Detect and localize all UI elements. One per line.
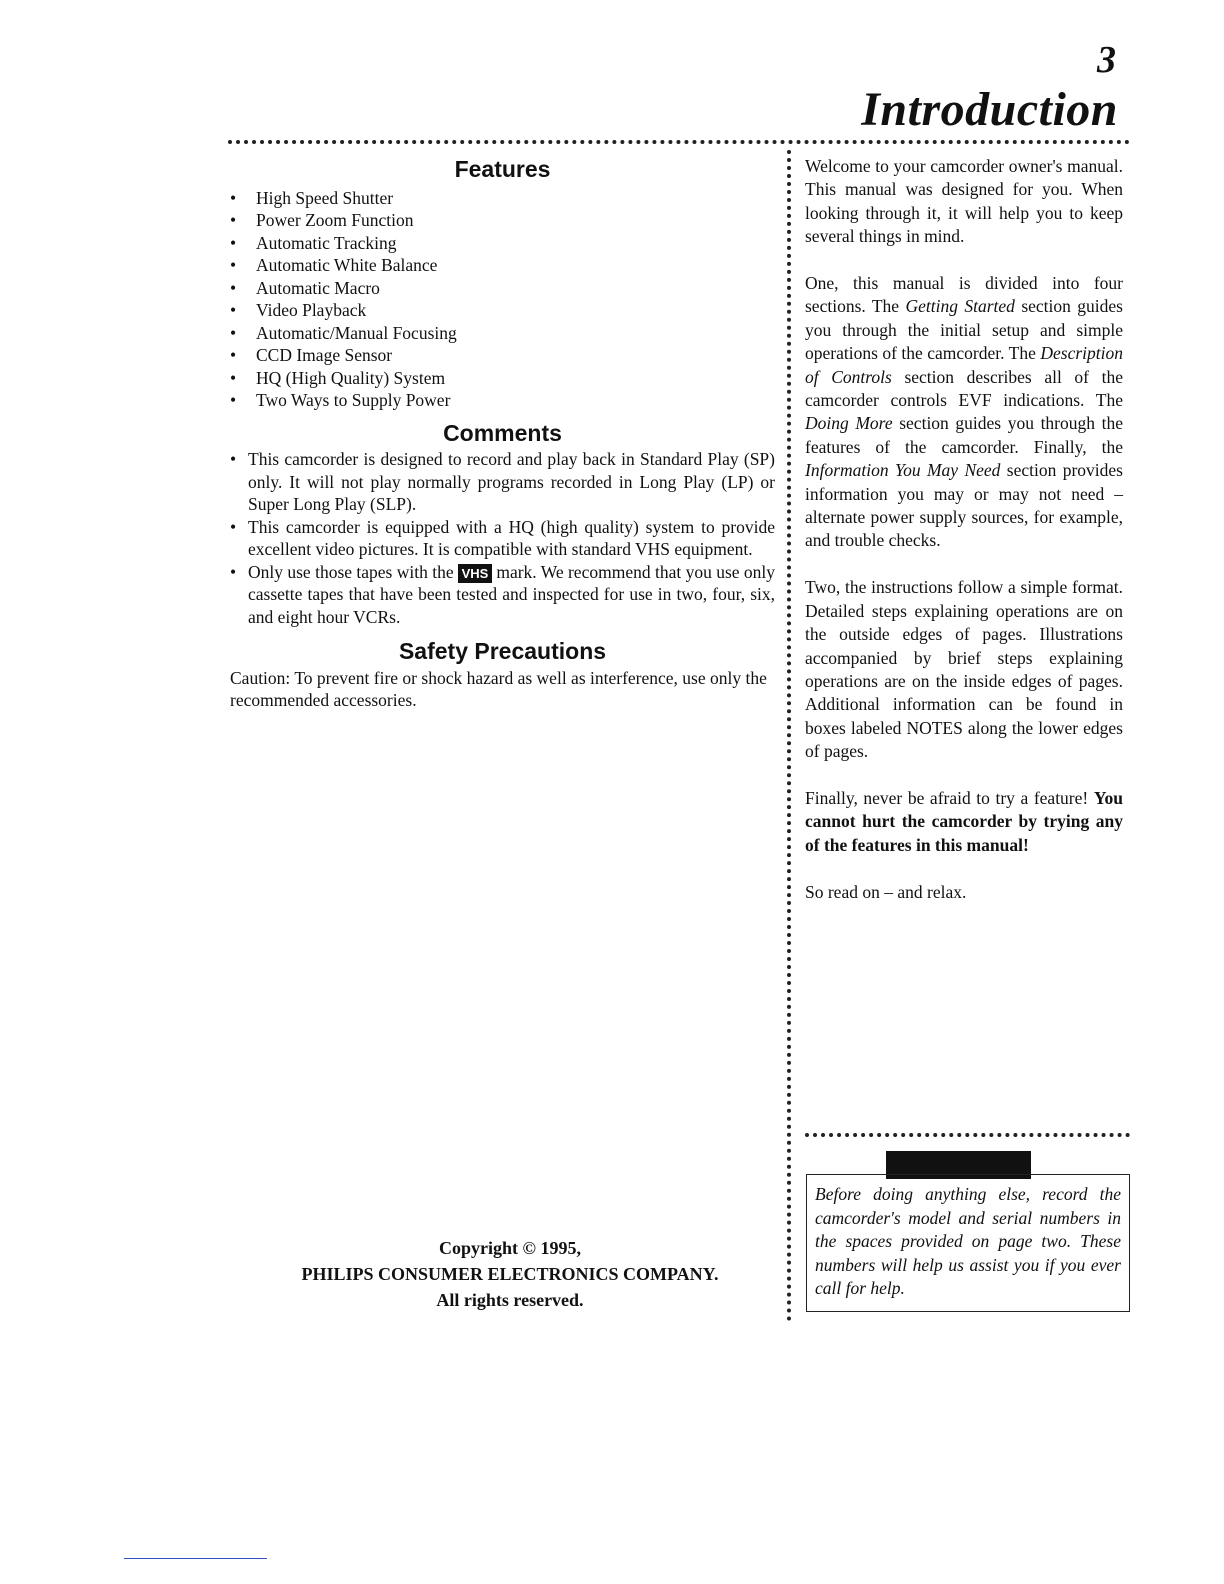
note-dotted-divider <box>805 1133 1130 1137</box>
comment-text: mark. We recommend that you use only cassette tapes that have been tested and inspected for use in two, four, six, and eight hour VCRs. <box>248 561 776 627</box>
intro-paragraph <box>805 787 1123 857</box>
emphasis-text: You cannot hurt the camcorder by trying any of the features in this manual! <box>805 787 1123 855</box>
features-list <box>230 187 775 412</box>
feature-item: • Automatic Tracking <box>230 232 775 255</box>
feature-item: • HQ (High Quality) System <box>230 367 775 390</box>
vhs-logo: VHS <box>458 564 493 583</box>
feature-item: • Automatic White Balance <box>230 254 775 277</box>
text-span: section guides you through the features of the camcorder. Finally, the <box>805 413 1123 457</box>
feature-item: • Two Ways to Supply Power <box>230 389 775 412</box>
note-box: Before doing anything else, record the camcorder's model and serial numbers in the spaces provided on page two. These numbers will help us assist you if you ever call for help. <box>806 1174 1130 1312</box>
feature-item: • Power Zoom Function <box>230 209 775 232</box>
top-dotted-divider <box>228 140 1130 144</box>
intro-paragraph: Welcome to your camcorder owner's manual. This manual was designed for you. When looking through it, it will help you to keep several things in mind. <box>805 156 1123 247</box>
section-name: Doing More <box>805 413 893 434</box>
text-span: One, this manual is divided into four sections. The <box>805 273 1123 317</box>
intro-paragraph <box>805 272 1123 553</box>
bottom-underline <box>124 1558 267 1559</box>
page-title: Introduction <box>861 83 1118 136</box>
text-span: Finally, never be afraid to try a feature! <box>805 787 1094 808</box>
intro-paragraph: So read on – and relax. <box>805 881 967 902</box>
intro-paragraph: Two, the instructions follow a simple format. Detailed steps explaining operations are on the outside edges of pages. Illustrations accompanied by brief steps explaining operations are on the inside edges of pages. Additional information can be found in boxes labeled NOTES along the lower edges of pages. <box>805 577 1123 762</box>
safety-caution-text: Caution: To prevent fire or shock hazard as well as interference, use only the recommended accessories. <box>230 667 767 710</box>
introduction-column <box>805 155 1123 927</box>
comment-text: Only use those tapes with the <box>248 561 454 582</box>
feature-item: • High Speed Shutter <box>230 187 775 210</box>
copyright-line: Copyright © 1995, <box>439 1238 581 1258</box>
feature-item: • Automatic Macro <box>230 277 775 300</box>
features-heading: Features <box>454 156 551 182</box>
comment-item: • This camcorder is designed to record and play back in Standard Play (SP) only. It will not play normally programs recorded in Long Play (LP) or Super Long Play (SLP). <box>230 448 775 516</box>
company-name: PHILIPS CONSUMER ELECTRONICS COMPANY. <box>301 1264 719 1284</box>
comments-heading: Comments <box>443 419 562 446</box>
page-number: 3 <box>1097 39 1116 81</box>
text-span: section guides you through the initial setup and simple operations of the camcorder. The <box>805 296 1123 364</box>
copyright-block <box>260 1235 760 1313</box>
section-name: Information You May Need <box>805 460 1001 481</box>
rights-line: All rights reserved. <box>436 1290 584 1310</box>
feature-item: • Video Playback <box>230 299 775 322</box>
text-span: section provides information you may or may not need – alternate power supply sources, for example, and trouble checks. <box>805 460 1123 551</box>
feature-item: • CCD Image Sensor <box>230 344 775 367</box>
safety-heading: Safety Precautions <box>398 638 607 664</box>
section-name: Description of Controls <box>805 343 1123 387</box>
text-span: section describes all of the camcorder controls EVF indications. The <box>805 366 1123 411</box>
section-name: Getting Started <box>905 296 1015 317</box>
column-dotted-divider <box>787 150 791 1322</box>
comment-item <box>230 561 775 629</box>
left-column <box>230 150 775 712</box>
comments-list <box>230 448 775 628</box>
feature-item: • Automatic/Manual Focusing <box>230 322 775 345</box>
comment-item: • This camcorder is equipped with a HQ (high quality) system to provide excellent video pictures. It is compatible with standard VHS equipment. <box>230 516 775 561</box>
